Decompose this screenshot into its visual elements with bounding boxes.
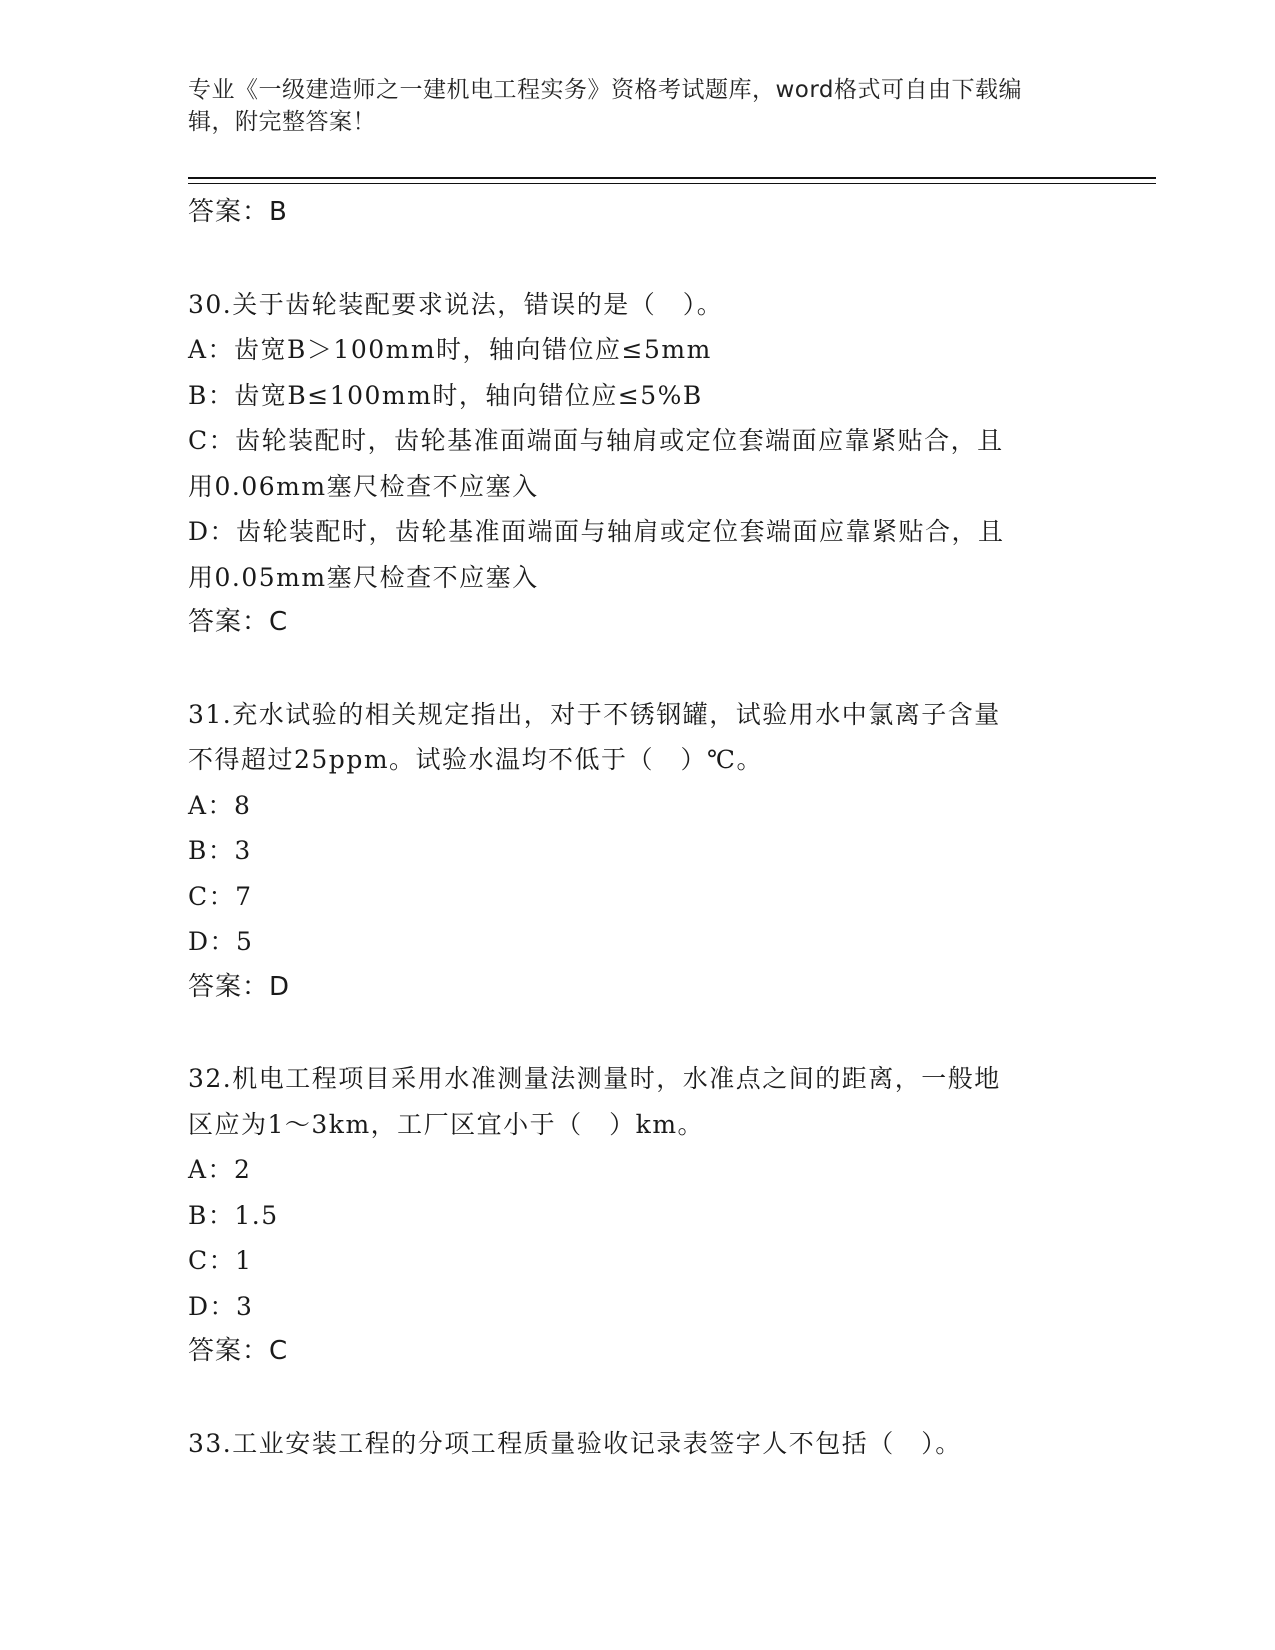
question-stem-line: 31.充水试验的相关规定指出，对于不锈钢罐，试验用水中氯离子含量 [188,699,1001,729]
question-block [188,692,1088,1011]
answer-line: 答案：D [188,971,291,1002]
answer-line: 答案：C [188,607,289,637]
option-line: D：5 [188,927,254,956]
option-line: C：7 [188,881,253,911]
option-line: D：3 [188,1291,254,1321]
option-line: C：1 [188,1246,253,1275]
header-rule-thin [188,183,1156,184]
question-gap [188,646,1088,692]
question-block [188,1421,1088,1467]
question-gap [188,1375,1088,1421]
question-stem-line: 区应为1～3km，工厂区宜小于（ ）km。 [188,1109,705,1139]
question-stem-line: 30.关于齿轮装配要求说法，错误的是（ ）。 [188,289,724,319]
option-line: C：齿轮装配时，齿轮基准面端面与轴肩或定位套端面应靠紧贴合，且 [188,426,1004,455]
question-block [188,1056,1088,1375]
option-line: B：3 [188,836,252,865]
question-list [188,236,1088,1467]
option-line: D：齿轮装配时，齿轮基准面端面与轴肩或定位套端面应靠紧贴合，且 [188,517,1005,546]
question-stem-line: 32.机电工程项目采用水准测量法测量时，水准点之间的距离，一般地 [188,1064,1001,1093]
option-line: B：1.5 [188,1200,279,1230]
option-line: A：齿宽B＞100mm时，轴向错位应≤5mm [188,335,712,364]
question-content [188,190,1088,1466]
answer-line: 答案：C [188,1336,289,1366]
question-stem-line: 不得超过25ppm。试验水温均不低于（ ）℃。 [188,745,763,774]
question-block [188,282,1088,646]
question-gap [188,1010,1088,1056]
header-rule-thick [188,177,1156,179]
option-line: A：8 [188,790,252,820]
question-stem-line: 33.工业安装工程的分项工程质量验收记录表签字人不包括（ ）。 [188,1428,962,1458]
page-header: 专业《一级建造师之一建机电工程实务》资格考试题库，word格式可自由下载编辑，附完整答案！ [188,77,1023,135]
option-line: A：2 [188,1155,252,1184]
option-line: B：齿宽B≤100mm时，轴向错位应≤5%B [188,380,703,410]
question-gap [188,236,1088,282]
option-line: 用0.05mm塞尺检查不应塞入 [188,562,539,592]
previous-answer: 答案：B [188,197,288,227]
option-line: 用0.06mm塞尺检查不应塞入 [188,471,539,501]
